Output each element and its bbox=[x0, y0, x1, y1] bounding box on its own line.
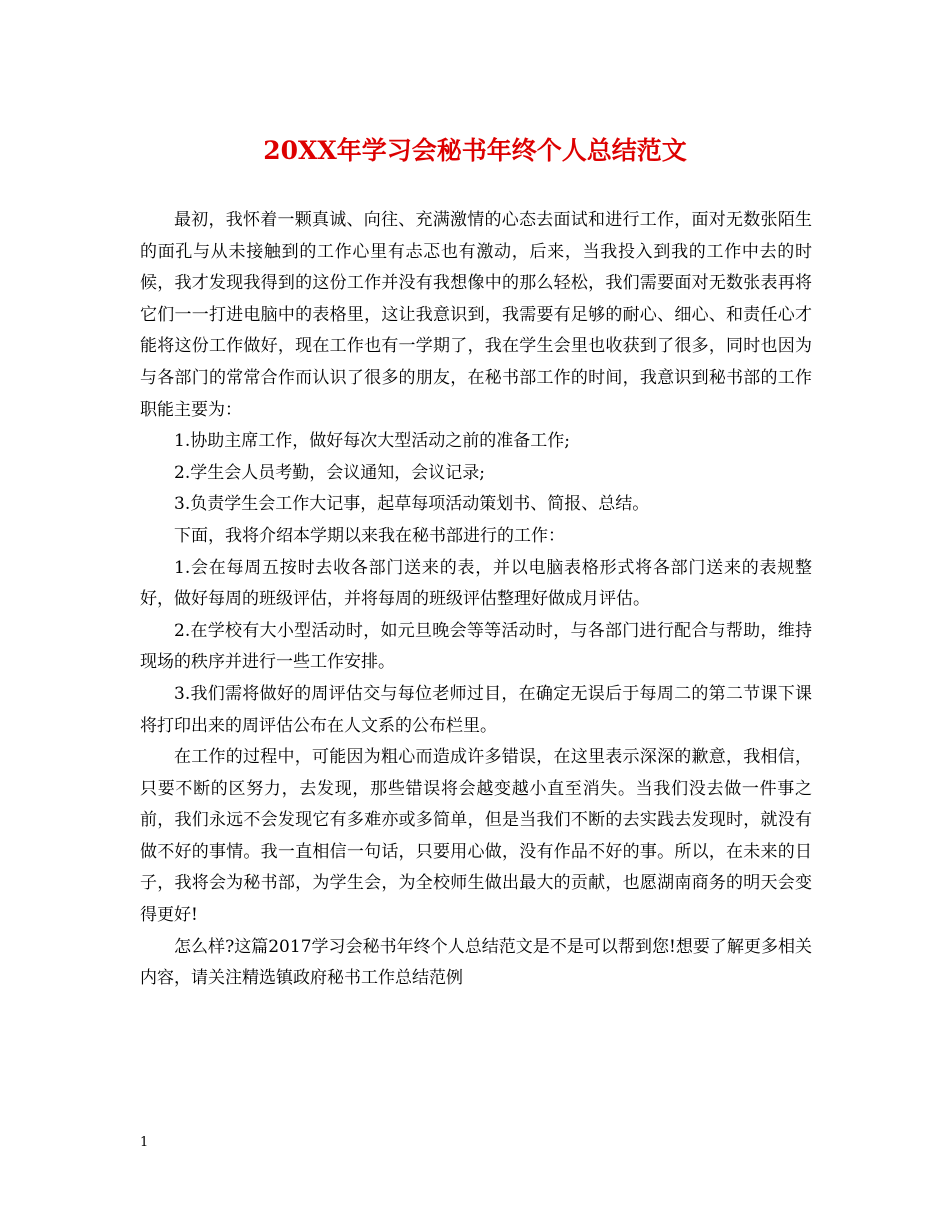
document-title: 20XX年学习会秘书年终个人总结范文 bbox=[263, 136, 687, 165]
paragraph-closing: 怎么样?这篇2017学习会秘书年终个人总结范文是不是可以帮到您!想要了解更多相关内容，请关注精选镇政府秘书工作总结范例 bbox=[140, 936, 812, 989]
list-item-work-2: 2.在学校有大小型活动时，如元旦晚会等等活动时，与各部门进行配合与帮助，维持现场的秩序并进行一些工作安排。 bbox=[140, 620, 812, 673]
list-item-work-3: 3.我们需将做好的周评估交与每位老师过目，在确定无误后于每周二的第二节课下课将打印出来的周评估公布在人文系的公布栏里。 bbox=[140, 683, 812, 736]
paragraph-intro: 最初，我怀着一颗真诚、向往、充满激情的心态去面试和进行工作，面对无数张陌生的面孔与从未接触到的工作心里有忐忑也有激动，后来，当我投入到我的工作中去的时候，我才发现我得到的这份工作并没有我想像中的那么轻松，我们需要面对无数张表再将它们一一打进电脑中的表格里，这让我意识到，我需要有足够的耐心、细心、和责任心才能将这份工作做好，现在工作也有一学期了，我在学生会里也收获到了很多，同时也因为与各部门的常常合作而认识了很多的朋友，在秘书部工作的时间，我意识到秘书部的工作职能主要为： bbox=[140, 210, 812, 420]
paragraph-work-intro: 下面，我将介绍本学期以来我在秘书部进行的工作： bbox=[174, 525, 565, 546]
document-body bbox=[140, 205, 812, 995]
list-item-duty-2: 2.学生会人员考勤，会议通知，会议记录; bbox=[174, 462, 485, 483]
page-number: 1 bbox=[140, 1135, 149, 1150]
list-item-work-1: 1.会在每周五按时去收各部门送来的表，并以电脑表格形式将各部门送来的表规整好，做好每周的班级评估，并将每周的班级评估整理好做成月评估。 bbox=[140, 557, 812, 610]
list-item-duty-1: 1.协助主席工作，做好每次大型活动之前的准备工作; bbox=[174, 431, 570, 452]
paragraph-reflection: 在工作的过程中，可能因为粗心而造成许多错误，在这里表示深深的歉意，我相信，只要不断的区努力，去发现，那些错误将会越变越小直至消失。当我们没去做一件事之前，我们永远不会发现它有多难亦或多简单，但是当我们不断的去实践去发现时，就没有做不好的事情。我一直相信一句话，只要用心做，没有作品不好的事。所以，在未来的日子，我将会为秘书部，为学生会，为全校师生做出最大的贡献，也愿湖南商务的明天会变得更好! bbox=[140, 747, 812, 926]
list-item-duty-3: 3.负责学生会工作大记事，起草每项活动策划书、简报、总结。 bbox=[174, 494, 650, 515]
